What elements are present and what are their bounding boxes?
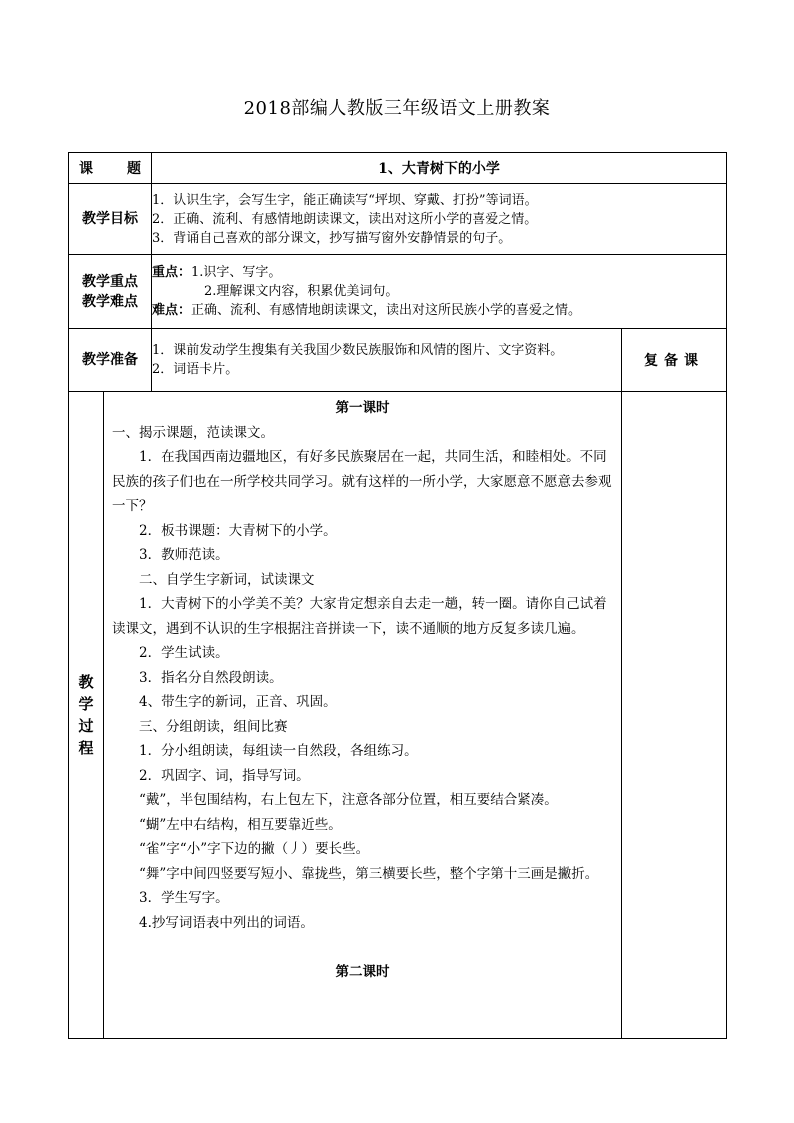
process-line: 1．在我国西南边疆地区，有好多民族聚居在一起，共同生活，和睦相处。不同民族的孩子们也在一所学校共同学习。就有这样的一所小学，大家愿意不愿意去参观一下？ [112, 449, 612, 514]
process-line: 4.抄写词语表中列出的词语。 [139, 914, 314, 931]
lesson-title: 1、大青树下的小学 [152, 153, 727, 184]
process-line: 二、自学生字新词，试读课文 [139, 571, 315, 588]
difficulty-text: 正确、流利、有感情地朗读课文，读出对这所民族小学的喜爱之情。 [191, 303, 582, 318]
process-line: 3．学生写字。 [139, 890, 229, 906]
review-lesson-label: 复备课 [622, 329, 727, 392]
preparation-label: 教学准备 [69, 329, 152, 392]
key-points-row [69, 255, 727, 329]
key-point-label: 重点： [152, 265, 192, 280]
process-line: 2．巩固字、词，指导写词。 [139, 767, 310, 784]
process-line: “蝴”左中右结构，相互要靠近些。 [139, 816, 342, 833]
process-line: 4、带生字的新词，正音、巩固。 [139, 694, 337, 710]
page-title: 2018部编人教版三年级语文上册教案 [243, 98, 551, 119]
process-line: 1．大青树下的小学美不美？大家肯定想亲自去走一趟，转一圈。请你自己试着读课文，遇到不认识的生字根据注音拼读一下，读不通顺的地方反复多读几遍。 [112, 596, 607, 637]
process-row [69, 392, 727, 1039]
review-notes-cell [622, 392, 727, 1039]
process-label-char: 过 [78, 717, 94, 735]
key-points-label [69, 255, 152, 329]
goal-item: 3．背诵自己喜欢的部分课文，抄写描写窗外安静情景的句子。 [152, 230, 512, 246]
process-line: 一、揭示课题，范读课文。 [112, 424, 274, 441]
process-line: “舞”字中间四竖要写短小、靠拢些，第三横要长些，整个字第十三画是撇折。 [139, 865, 599, 882]
goal-item: 1．认识生字，会写生字，能正确读写“坪坝、穿戴、打扮”等词语。 [152, 192, 538, 208]
process-line: 3．指名分自然段朗读。 [139, 669, 283, 686]
session-2-title: 第二课时 [335, 963, 390, 980]
process-line: 2．板书课题：大青树下的小学。 [139, 522, 337, 539]
goals-row [69, 184, 727, 255]
key-points-content [152, 255, 727, 329]
topic-label [69, 153, 152, 184]
topic-row [69, 153, 727, 184]
process-content [104, 392, 622, 1039]
process-line: 三、分组朗读，组间比赛 [139, 718, 288, 735]
goals-content [152, 184, 727, 255]
process-label-char: 教 [78, 673, 94, 691]
goals-label: 教学目标 [69, 184, 152, 255]
preparation-content [152, 329, 622, 392]
process-label-char: 学 [78, 695, 94, 713]
key-point-1: 1.识字、写字。 [191, 265, 282, 280]
key-point-2: 2.理解课文内容，积累优美词句。 [204, 284, 399, 299]
difficulty-label: 难点： [152, 303, 192, 318]
preparation-item: 2．词语卡片。 [152, 362, 239, 377]
process-line: “雀”字“小”字下边的撇（丿）要长些。 [139, 841, 370, 857]
topic-label-char-2: 题 [127, 161, 141, 177]
topic-label-char-1: 课 [79, 161, 93, 177]
key-label-line-1: 教学重点 [82, 273, 138, 290]
process-line: “戴”，半包围结构，右上包左下，注意各部分位置，相互要结合紧凑。 [139, 792, 558, 808]
session-1-title: 第一课时 [335, 400, 390, 416]
preparation-row [69, 329, 727, 392]
process-label-char: 程 [78, 739, 94, 757]
process-line: 3．教师范读。 [139, 547, 229, 563]
spacer [112, 935, 613, 960]
key-label-line-2: 教学难点 [82, 293, 138, 310]
lesson-plan-table [68, 152, 727, 1039]
process-line: 1．分小组朗读，每组读一自然段，各组练习。 [139, 743, 418, 759]
process-line: 2．学生试读。 [139, 645, 229, 661]
preparation-item: 1．课前发动学生搜集有关我国少数民族服饰和风情的图片、文字资料。 [152, 343, 564, 358]
process-label [69, 392, 104, 1039]
goal-item: 2．正确、流利、有感情地朗读课文，读出对这所小学的喜爱之情。 [152, 211, 538, 227]
